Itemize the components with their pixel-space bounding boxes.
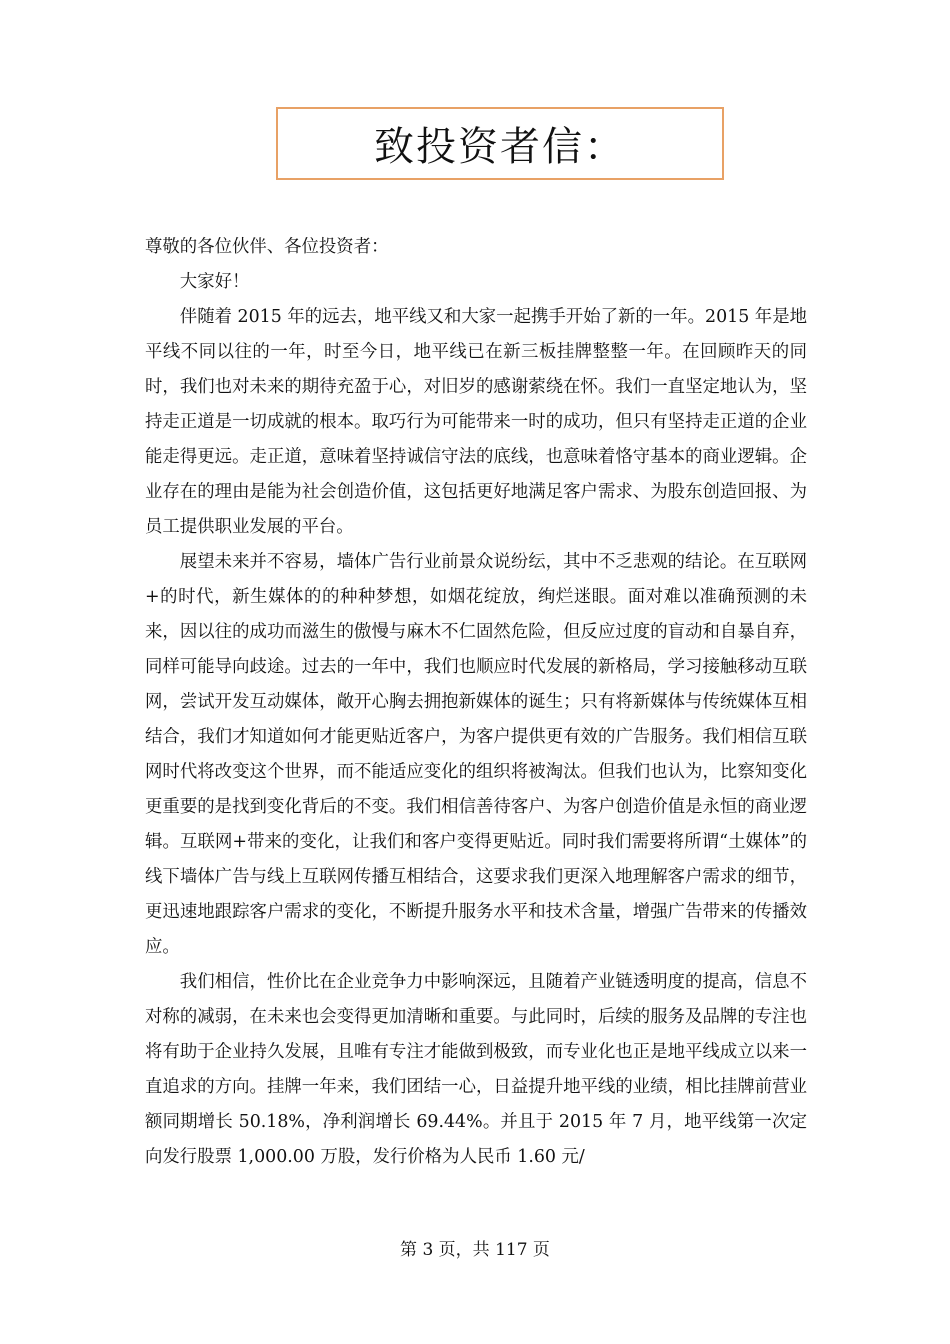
greeting: 大家好！ [179,272,250,292]
document-title: 致投资者信： [374,124,626,170]
title-box [276,107,724,180]
salutation: 尊敬的各位伙伴、各位投资者： [145,237,389,257]
paragraph: 展望未来并不容易，墙体广告行业前景众说纷纭，其中不乏悲观的结论。在互联网+的时代，新生媒体的的种种梦想，如烟花绽放，绚烂迷眼。面对难以准确预测的未来，因以往的成功而滋生的傲慢与麻木不仁固然危险，但反应过度的盲动和自暴自弃，同样可能导向歧途。过去的一年中，我们也顺应时代发展的新格局，学习接触移动互联网，尝试开发互动媒体，敞开心胸去拥抱新媒体的诞生；只有将新媒体与传统媒体互相结合，我们才知道如何才能更贴近客户，为客户提供更有效的广告服务。我们相信互联网时代将改变这个世界，而不能适应变化的组织将被淘汰。但我们也认为，比察知变化更重要的是找到变化背后的不变。我们相信善待客户、为客户创造价值是永恒的商业逻辑。互联网+带来的变化，让我们和客户变得更贴近。同时我们需要将所谓“土媒体”的线下墙体广告与线上互联网传播互相结合，这要求我们更深入地理解客户需求的细节，更迅速地跟踪客户需求的变化，不断提升服务水平和技术含量，增强广告带来的传播效应。 [145,552,807,957]
page-footer: 第 3 页，共 117 页 [400,1240,550,1260]
paragraph: 我们相信，性价比在企业竞争力中影响深远，且随着产业链透明度的提高，信息不对称的减弱，在未来也会变得更加清晰和重要。与此同时，后续的服务及品牌的专注也将有助于企业持久发展，且唯有专注才能做到极致，而专业化也正是地平线成立以来一直追求的方向。挂牌一年来，我们团结一心，日益提升地平线的业绩，相比挂牌前营业额同期增长 50.18%，净利润增长 69.44%。并且于 2015 年 7 月，地平线第一次定向发行股票 1,000.00 万股，发行价格为人民币 1.60 元/ [145,972,807,1167]
paragraph: 伴随着 2015 年的远去，地平线又和大家一起携手开始了新的一年。2015 年是地平线不同以往的一年，时至今日，地平线已在新三板挂牌整整一年。在回顾昨天的同时，我们也对未来的期待充盈于心，对旧岁的感谢萦绕在怀。我们一直坚定地认为，坚持走正道是一切成就的根本。取巧行为可能带来一时的成功，但只有坚持走正道的企业能走得更远。走正道，意味着坚持诚信守法的底线，也意味着恪守基本的商业逻辑。企业存在的理由是能为社会创造价值，这包括更好地满足客户需求、为股东创造回报、为员工提供职业发展的平台。 [145,307,807,537]
letter-body [145,230,807,1175]
